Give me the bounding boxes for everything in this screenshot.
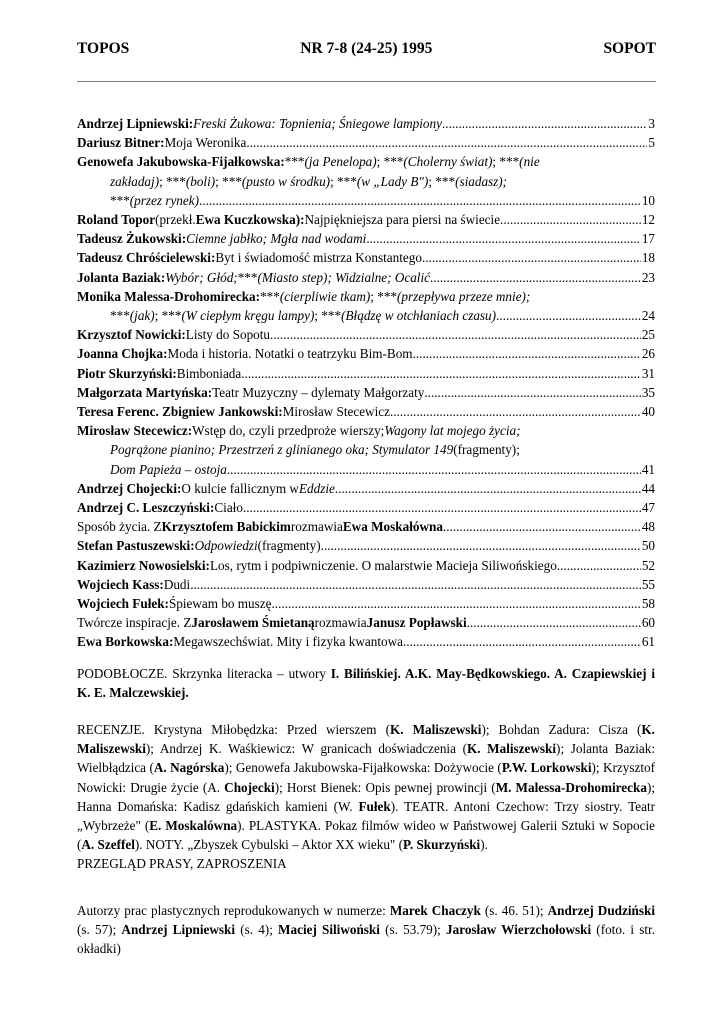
dot-leader xyxy=(190,575,641,594)
bold-text: Chojecki xyxy=(224,779,275,795)
page-number: 44 xyxy=(641,480,655,496)
page-number: 10 xyxy=(641,192,655,208)
text-run: Teatr Muzyczny – dylematy Małgorzaty xyxy=(212,384,425,400)
toc-entry-line xyxy=(77,575,655,594)
page-number: 58 xyxy=(641,596,655,612)
dot-leader xyxy=(243,498,641,517)
toc-entry-line xyxy=(77,287,655,306)
toc-entry xyxy=(77,575,655,594)
toc-entry-line xyxy=(77,440,655,459)
text-run: (fragmenty) xyxy=(257,538,321,554)
bold-text: M. Malessa-Drohomirecka xyxy=(495,779,647,795)
text-run: Bimboniada xyxy=(176,365,242,381)
toc-entry xyxy=(77,383,655,402)
text-run: ); Jolanta Baziak: Wielbłądzica ( xyxy=(77,741,656,776)
bold-text: Ewa Borkowska: xyxy=(77,634,174,650)
text-run: RECENZJE. Krystyna Miłobędzka: Przed wierszem ( xyxy=(77,722,390,737)
toc-entry-line xyxy=(77,536,655,555)
page-number: 48 xyxy=(641,519,655,535)
page-number: 47 xyxy=(641,500,655,516)
text-run: Megawszechświat. Mity i fizyka kwantowa xyxy=(173,634,403,650)
text-run: Najpiękniejsza para piersi na świecie xyxy=(304,212,501,228)
italic-text: (W ciepłym kręgu lampy) xyxy=(181,308,315,324)
bold-text: Jarosławem Śmietaną xyxy=(191,615,315,631)
toc-entry xyxy=(77,210,655,229)
toc-entry-line xyxy=(77,364,655,383)
text-run: (s. 4); xyxy=(235,922,279,938)
italic-text: (nie xyxy=(519,154,540,170)
text-run: Mirosław Stecewicz xyxy=(282,404,390,420)
bold-text: Fułek xyxy=(358,798,391,814)
bold-text: Wojciech Kass: xyxy=(77,576,164,592)
toc-entry-line xyxy=(77,191,655,210)
text-run: ; *** xyxy=(492,154,520,170)
dot-leader xyxy=(500,210,641,229)
italic-text: Ciemne jabłko; Mgła nad wodami xyxy=(186,231,367,247)
toc-entry xyxy=(77,114,655,133)
toc-entry-line xyxy=(77,613,655,632)
page-number: 24 xyxy=(641,308,655,324)
text-run: Wstęp do, czyli przedproże wierszy; xyxy=(192,423,385,439)
toc-entry xyxy=(77,479,655,498)
italic-text: (pusto w środku) xyxy=(241,173,331,189)
dot-leader xyxy=(335,479,641,498)
bold-text: Stefan Pastuszewski: xyxy=(77,538,195,554)
page-number: 40 xyxy=(641,404,655,420)
text-run: Moda i historia. Notatki o teatrzyku Bim-Bom xyxy=(167,346,413,362)
italic-text: Pogrążone pianino; Przestrzeń z glinianego oka; Stymulator 149 xyxy=(110,442,454,458)
bold-text: Tadeusz Chróścielewski: xyxy=(77,250,216,266)
bold-text: Wojciech Fułek: xyxy=(77,596,169,612)
bold-text: A. Szeffel xyxy=(81,837,135,853)
bold-text: Krzysztofem Babickim xyxy=(161,519,291,535)
italic-text: (przepływa przeze mnie); xyxy=(397,288,531,304)
text-run: Los, rytm i podpiwniczenie. O malarstwie Macieja Siliwońskiego xyxy=(209,557,557,573)
italic-text: Wagony lat mojego życia; xyxy=(384,423,521,439)
text-run: (przekł. xyxy=(155,212,196,228)
text-run: ; *** xyxy=(370,288,398,304)
toc-entry-line xyxy=(77,517,655,536)
toc-entry xyxy=(77,536,655,555)
bold-text: Joanna Chojka: xyxy=(77,346,168,362)
toc-entry-line xyxy=(77,632,655,651)
page-number: 55 xyxy=(641,576,655,592)
text-run: ); Hanna Domańska: Kadisz gdańskich kamieni (W. xyxy=(77,779,655,814)
toc-entry xyxy=(77,594,655,613)
bold-text: I. Bilińskiej. A.K. May-Będkowskiego. A. Czapiewskiej i K. E. Malczewskiej. xyxy=(77,666,655,701)
dot-leader xyxy=(403,632,641,651)
dot-leader xyxy=(321,536,641,555)
text-run: *** xyxy=(237,269,258,285)
bold-text: P. Skurzyński xyxy=(403,837,481,853)
bold-text: Mirosław Stecewicz: xyxy=(77,423,193,439)
toc-entry-line xyxy=(77,306,655,325)
bold-text: A. Nagórska xyxy=(153,760,225,776)
bold-text: Krzysztof Nowicki: xyxy=(77,327,186,343)
dot-leader xyxy=(366,229,641,248)
bold-text: Ewa Moskałówna xyxy=(342,519,443,535)
text-run: *** xyxy=(284,154,305,170)
text-run: ; *** xyxy=(159,173,186,189)
toc-entry-line xyxy=(77,248,655,267)
text-run: (fragmenty); xyxy=(453,442,520,458)
toc-entry-line xyxy=(77,460,655,479)
toc-entry xyxy=(77,632,655,651)
italic-text: (przez rynek) xyxy=(129,192,199,208)
text-run: rozmawia xyxy=(314,615,367,631)
italic-text: (siadasz); xyxy=(455,173,508,189)
italic-text: (Cholerny świat) xyxy=(403,154,493,170)
text-run: ). NOTY. „Zbyszek Cybulski – Aktor XX wieku" ( xyxy=(134,837,404,853)
text-run: ). TEATR. Antoni Czechow: Trzy siostry. Teatr „Wybrzeże" ( xyxy=(77,798,655,834)
bold-text: Jolanta Baziak: xyxy=(77,269,166,285)
toc-entry-line xyxy=(77,229,655,248)
bold-text: Ewa Kuczkowska): xyxy=(195,212,305,228)
dot-leader xyxy=(272,594,641,613)
bold-text: Marek Chaczyk xyxy=(389,903,481,918)
bold-text: Andrzej Dudziński xyxy=(547,903,655,918)
toc-entry xyxy=(77,133,655,152)
bold-text: Piotr Skurzyński: xyxy=(77,365,177,381)
toc-entry xyxy=(77,498,655,517)
toc-entry xyxy=(77,613,655,632)
bold-text: Andrzej C. Leszczyński: xyxy=(77,500,215,516)
text-run: ; *** xyxy=(376,154,404,170)
toc-entry-line xyxy=(77,172,655,191)
text-run: Autorzy prac plastycznych reprodukowanych w numerze: xyxy=(77,903,390,918)
toc-entry xyxy=(77,421,655,479)
dot-leader xyxy=(422,248,641,267)
text-run: ). PLASTYKA. Pokaz filmów wideo w Państwowej Galerii Sztuki w Sopocie ( xyxy=(77,818,655,853)
dot-leader xyxy=(467,613,641,632)
bold-text: P.W. Lorkowski xyxy=(501,760,592,776)
dot-leader xyxy=(246,133,647,152)
text-run: Dudi xyxy=(163,576,191,592)
table-of-contents xyxy=(77,114,655,652)
bold-text: Jarosław Wierzchołowski xyxy=(446,922,592,938)
bold-text: Tadeusz Żukowski: xyxy=(77,231,187,247)
italic-text: (boli) xyxy=(185,173,216,189)
bold-text: Monika Malessa-Drohomirecka: xyxy=(77,288,261,304)
toc-entry xyxy=(77,152,655,210)
bold-text: K. Maliszewski xyxy=(77,722,655,757)
toc-entry-line xyxy=(77,344,655,363)
toc-entry-line xyxy=(77,594,655,613)
italic-text: (jak) xyxy=(129,308,155,324)
page-header xyxy=(77,40,656,58)
dot-leader xyxy=(443,517,641,536)
italic-text: Wybór; Głód; xyxy=(165,269,238,285)
italic-text: Odpowiedzi xyxy=(194,538,258,554)
text-run: *** xyxy=(260,288,280,304)
page-number: 52 xyxy=(641,557,655,573)
text-run: (s. 57); xyxy=(77,922,122,938)
toc-entry-line xyxy=(77,325,655,344)
text-run: (s. 46. 51); xyxy=(480,903,548,918)
journal-name: TOPOS xyxy=(77,40,130,57)
bold-text: Maciej Siliwoński xyxy=(278,922,380,938)
page-number: 50 xyxy=(641,538,655,554)
bold-text: Małgorzata Martyńska: xyxy=(77,384,213,400)
bold-text: Andrzej Lipniewski: xyxy=(77,116,194,131)
italic-text: (ja Penelopa) xyxy=(304,154,377,170)
text-run: *** xyxy=(110,192,130,208)
toc-entry-line xyxy=(77,556,655,575)
text-run: ); Krzysztof Nowicki: Drugie życie (A. xyxy=(77,760,655,795)
page-number: 12 xyxy=(641,212,655,228)
text-run: ); Bohdan Zadura: Cisza ( xyxy=(481,722,642,737)
page-number: 26 xyxy=(641,346,655,362)
bold-text: K. Maliszewski xyxy=(466,741,557,757)
toc-entry xyxy=(77,556,655,575)
page-number: 3 xyxy=(648,116,655,131)
bold-text: Teresa Ferenc. Zbigniew Jankowski: xyxy=(77,404,283,420)
text-run: (s. 53.79); xyxy=(379,922,447,938)
page-number: 31 xyxy=(641,365,655,381)
bold-text: Kazimierz Nowosielski: xyxy=(77,557,210,573)
italic-text: (Miasto step); Widzialne; Ocalić xyxy=(257,269,430,285)
page-number: 41 xyxy=(641,461,655,477)
page-number: 61 xyxy=(641,634,655,650)
italic-text: (Błądzę w otchłaniach czasu) xyxy=(341,308,497,324)
bold-text: E. Moskalówna xyxy=(149,818,238,834)
dot-leader xyxy=(496,306,641,325)
text-run: ); Andrzej K. Waśkiewicz: W granicach doświadczenia ( xyxy=(145,741,467,757)
italic-text: zakładaj) xyxy=(110,173,160,189)
text-run: ; *** xyxy=(314,308,342,324)
section-illustrators xyxy=(77,901,655,959)
italic-text: Freski Żukowa: Topnienia; Śniegowe lampiony xyxy=(193,116,442,131)
text-run: rozmawia xyxy=(290,519,343,535)
toc-entry xyxy=(77,344,655,363)
toc-entry xyxy=(77,229,655,248)
dot-leader xyxy=(270,325,641,344)
text-run: *** xyxy=(110,308,130,324)
page-number: 5 xyxy=(648,135,655,151)
section-recenzje xyxy=(77,720,655,874)
toc-entry xyxy=(77,517,655,536)
dot-leader xyxy=(430,268,641,287)
text-run: Śpiewam bo muszę xyxy=(168,596,272,612)
text-run: ). xyxy=(480,837,488,853)
toc-entry xyxy=(77,325,655,344)
text-run: Twórcze inspiracje. Z xyxy=(77,615,192,631)
text-run: Moja Weronika xyxy=(164,135,247,151)
bold-text: Andrzej Chojecki: xyxy=(77,480,182,496)
toc-entry xyxy=(77,268,655,287)
toc-entry-line xyxy=(77,402,655,421)
header-rule xyxy=(77,81,656,82)
toc-entry-line xyxy=(77,421,655,440)
toc-entry-line xyxy=(77,383,655,402)
text-run: ); Horst Bienek: Opis pewnej prowincji ( xyxy=(274,779,496,795)
bold-text: Andrzej Lipniewski xyxy=(121,922,236,938)
text-run: ; *** xyxy=(154,308,182,324)
toc-entry xyxy=(77,402,655,421)
page-number: 25 xyxy=(641,327,655,343)
toc-entry-line xyxy=(77,479,655,498)
text-run: PODOBŁOCZE. Skrzynka literacka – utwory xyxy=(77,666,331,681)
dot-leader xyxy=(199,191,641,210)
dot-leader xyxy=(413,344,641,363)
toc-entry xyxy=(77,287,655,325)
italic-text: Eddzie xyxy=(298,480,335,496)
toc-entry-line xyxy=(77,210,655,229)
section-podobloczе xyxy=(77,664,655,702)
text-run: (foto. i str. okładki) xyxy=(77,922,655,957)
text-run: Sposób życia. Z xyxy=(77,519,162,535)
text-run: ; *** xyxy=(428,173,456,189)
dot-leader xyxy=(390,402,641,421)
toc-entry-line xyxy=(77,152,655,171)
city-name: SOPOT xyxy=(603,40,656,57)
page-number: 60 xyxy=(641,615,655,631)
toc-entry xyxy=(77,248,655,267)
page-number: 35 xyxy=(641,384,655,400)
bold-text: K. Maliszewski xyxy=(389,722,482,737)
italic-text: Dom Papieża – ostoja xyxy=(110,461,227,477)
text-run: PRZEGLĄD PRASY, ZAPROSZENIA xyxy=(77,856,287,872)
text-run: Listy do Sopotu xyxy=(185,327,271,343)
toc-entry-line xyxy=(77,498,655,517)
bold-text: Dariusz Bitner: xyxy=(77,135,165,151)
dot-leader xyxy=(227,460,641,479)
page-number: 23 xyxy=(641,269,655,285)
dot-leader xyxy=(424,383,640,402)
italic-text: (cierpliwie tkam) xyxy=(279,288,371,304)
dot-leader xyxy=(442,114,647,133)
bold-text: Genowefa Jakubowska-Fijałkowska: xyxy=(77,154,285,170)
text-run: O kulcie fallicznym w xyxy=(181,480,299,496)
dot-leader xyxy=(241,364,641,383)
text-run: ; *** xyxy=(215,173,242,189)
toc-entry-line xyxy=(77,114,655,133)
page-number: 17 xyxy=(641,231,655,247)
text-run: ); Genowefa Jakubowska-Fijałkowska: Dożywocie ( xyxy=(224,760,502,776)
page-number: 18 xyxy=(641,250,655,266)
text-run: Ciało xyxy=(214,500,243,516)
text-run: ; *** xyxy=(330,173,357,189)
text-run: Byt i świadomość mistrza Konstantego xyxy=(215,250,422,266)
toc-entry xyxy=(77,364,655,383)
italic-text: (w „Lady B") xyxy=(356,173,429,189)
toc-entry-line xyxy=(77,133,655,152)
dot-leader xyxy=(557,556,641,575)
bold-text: Janusz Popławski xyxy=(366,615,467,631)
issue-number: NR 7-8 (24-25) 1995 xyxy=(300,40,433,57)
bold-text: Roland Topor xyxy=(77,212,156,228)
toc-entry-line xyxy=(77,268,655,287)
